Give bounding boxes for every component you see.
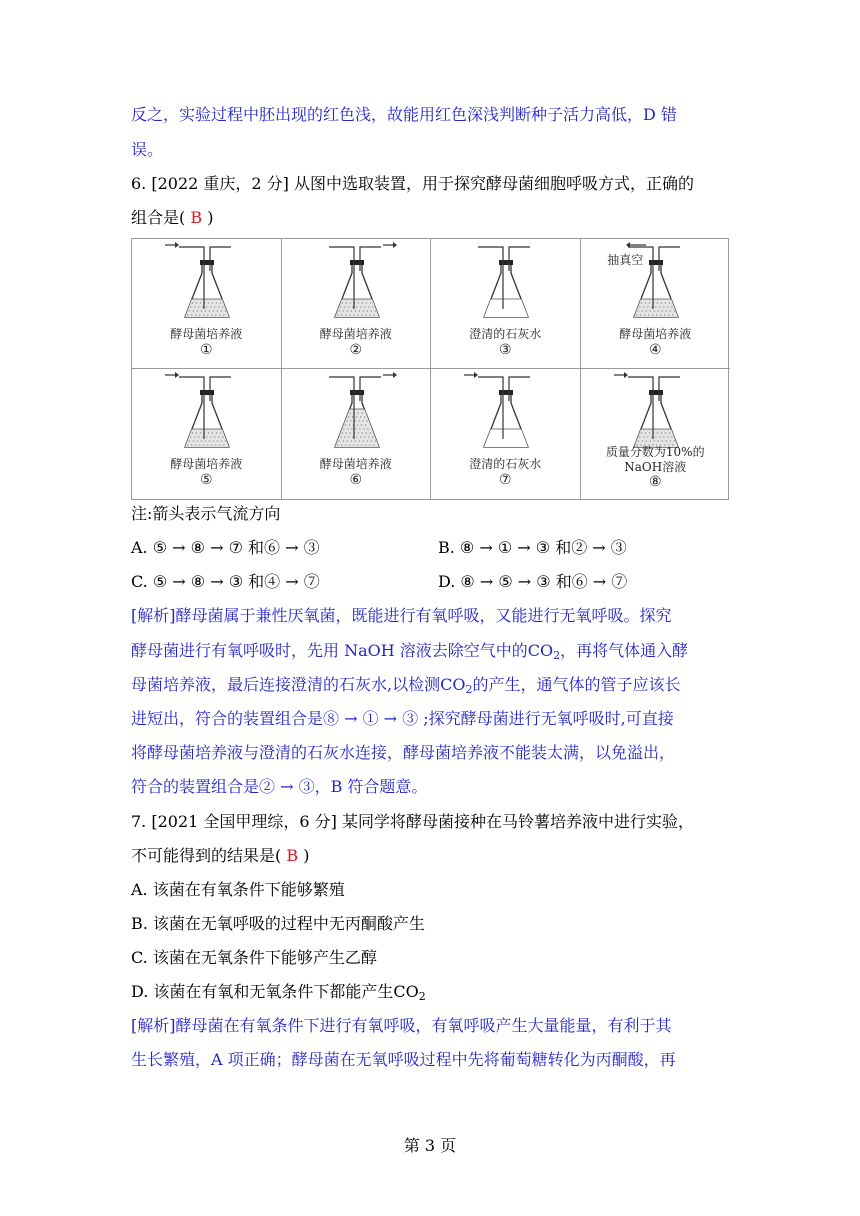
- flask-icon: [282, 239, 431, 329]
- question-6-answer: B: [190, 208, 203, 227]
- analysis-line: 酵母菌进行有氧呼吸时，先用 NaOH 溶液去除空气中的$CO_2$，再将气体通入酵: [131, 641, 689, 662]
- apparatus-label: 酵母菌培养液: [319, 457, 392, 471]
- flask-icon: [431, 369, 580, 459]
- apparatus-number: ⑥: [349, 472, 363, 488]
- analysis-line: 进短出，符合的装置组合是⑧ → ① → ③ ;探究酵母菌进行无氧呼吸时,可直接: [131, 709, 674, 728]
- vacuum-label: 抽真空: [607, 253, 644, 267]
- analysis-line: 母菌培养液，最后连接澄清的石灰水,以检测$CO_2$的产生，通气体的管子应该长: [131, 675, 681, 696]
- q7-option-c: C. 该菌在无氧条件下能够产生乙醇: [131, 948, 377, 967]
- option-b: B. ⑧ → ① → ③ 和② → ③: [438, 538, 627, 557]
- option-d: D. ⑧ → ⑤ → ③ 和⑥ → ⑦: [438, 572, 628, 591]
- apparatus-label-line2: NaOH溶液: [624, 460, 687, 474]
- text-line: 反之，实验过程中胚出现的红色浅，故能用红色深浅判断种子活力高低，D 错: [131, 105, 677, 124]
- flask-icon: [132, 239, 281, 329]
- analysis-line: [解析]酵母菌在有氧条件下进行有氧呼吸，有氧呼吸产生大量能量，有利于其: [131, 1016, 672, 1035]
- q7-option-a: A. 该菌在有氧条件下能够繁殖: [131, 880, 345, 899]
- apparatus-number: ⑤: [199, 472, 213, 488]
- apparatus-cell-4: [581, 239, 731, 369]
- apparatus-label: 澄清的石灰水: [469, 327, 542, 341]
- analysis-line: 生长繁殖，A 项正确；酵母菌在无氧呼吸过程中先将葡萄糖转化为丙酮酸，再: [131, 1050, 676, 1069]
- apparatus-number: ④: [648, 342, 662, 358]
- apparatus-cell-2: [282, 239, 432, 369]
- analysis-line: 符合的装置组合是② → ③，B 符合题意。: [131, 777, 428, 796]
- flask-icon: [132, 369, 281, 459]
- apparatus-label: 酵母菌培养液: [170, 457, 243, 471]
- option-a: A. ⑤ → ⑧ → ⑦ 和⑥ → ③: [131, 538, 320, 557]
- flask-icon: [282, 369, 431, 459]
- apparatus-number: ①: [199, 342, 213, 358]
- apparatus-cell-8: [581, 369, 731, 499]
- analysis-line: 将酵母菌培养液与澄清的石灰水连接，酵母菌培养液不能装太满，以免溢出，: [131, 743, 676, 762]
- apparatus-label: 质量分数为10%的: [605, 445, 705, 459]
- apparatus-label: 酵母菌培养液: [170, 327, 243, 341]
- apparatus-label: 酵母菌培养液: [619, 327, 692, 341]
- q7-option-d: D. 该菌在有氧和无氧条件下都能产生$CO_2$: [131, 982, 426, 1003]
- apparatus-cell-1: [132, 239, 282, 369]
- apparatus-number: ③: [498, 342, 512, 358]
- apparatus-label: 酵母菌培养液: [319, 327, 392, 341]
- text-line: 误。: [131, 140, 164, 159]
- apparatus-number: ⑧: [648, 474, 662, 490]
- apparatus-number: ②: [349, 342, 363, 358]
- q7-option-b: B. 该菌在无氧呼吸的过程中无丙酮酸产生: [131, 914, 425, 933]
- apparatus-figure: [131, 238, 729, 500]
- analysis-line: [解析]酵母菌属于兼性厌氧菌，既能进行有氧呼吸，又能进行无氧呼吸。探究: [131, 606, 672, 625]
- question-7-answer: B: [286, 846, 299, 865]
- apparatus-cell-5: [132, 369, 282, 499]
- question-6-stem-line2: 组合是( B ): [131, 208, 214, 227]
- question-7-stem: 7. [2021 全国甲理综，6 分] 某同学将酵母菌接种在马铃薯培养液中进行实验，: [131, 812, 694, 831]
- apparatus-label: 澄清的石灰水: [469, 457, 542, 471]
- apparatus-cell-6: [282, 369, 432, 499]
- apparatus-number: ⑦: [498, 472, 512, 488]
- page-number: 第 3 页: [403, 1136, 457, 1155]
- option-c: C. ⑤ → ⑧ → ③ 和④ → ⑦: [131, 572, 320, 591]
- figure-note: 注:箭头表示气流方向: [131, 504, 281, 523]
- question-7-stem-line2: 不可能得到的结果是( B ): [131, 846, 310, 865]
- question-6-stem: 6. [2022 重庆，2 分] 从图中选取装置，用于探究酵母菌细胞呼吸方式，正确的: [131, 174, 694, 193]
- apparatus-cell-7: [431, 369, 581, 499]
